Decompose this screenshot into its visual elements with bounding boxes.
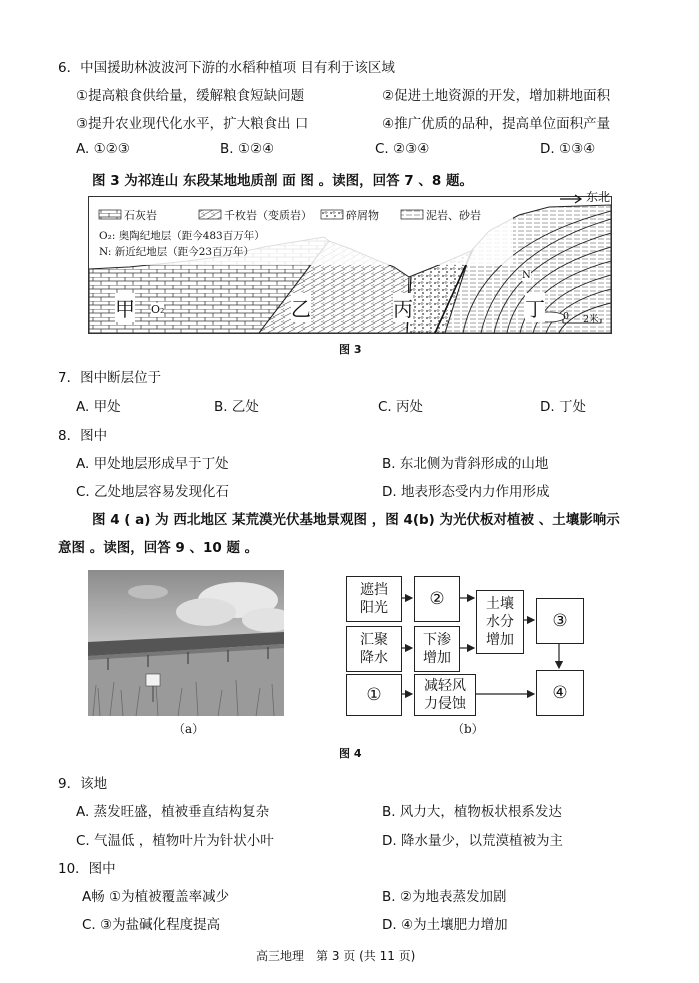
q6-choice-c: C. ②③④: [375, 141, 430, 157]
scale-length: 2米: [583, 314, 599, 325]
label-o2: O₂: [151, 303, 165, 316]
q8-choice-d: D. 地表形态受内力作用形成: [382, 484, 550, 500]
box-soil-text: 土壤水分增加: [486, 596, 514, 648]
figure-4-caption: 图 4: [339, 747, 362, 760]
pv-landscape-image: [88, 570, 284, 716]
q7-choice-c: C. 丙处: [378, 399, 424, 415]
intro-7-8: 图 3 为祁连山 东段某地地质剖 面 图 。读图，回答 7 、8 题。: [92, 173, 473, 189]
figure-4b-caption: （b）: [452, 722, 484, 736]
legend-mudstone: 泥岩、砂岩: [426, 209, 481, 222]
figure-4a-caption: （a）: [173, 722, 205, 736]
box-2-text: ②: [429, 589, 445, 609]
figure-4a-photo: [88, 570, 284, 716]
legend-swatch-limestone: [99, 210, 121, 219]
q6-stem: 6．中国援助林波波河下游的水稻种植项 目有利于该区域: [58, 60, 395, 76]
label-ding: 丁: [525, 293, 545, 322]
box-3-text: ③: [552, 611, 568, 631]
legend-o2-note: O₂: 奥陶纪地层（距今483百万年）: [99, 230, 265, 242]
q8-stem: 8．图中: [58, 428, 108, 444]
q8-choice-c: C. 乙处地层容易发现化石: [76, 484, 230, 500]
page-footer: 高三地理 第 3 页 (共 11 页): [256, 949, 416, 963]
scale-zero: 0: [563, 311, 570, 322]
q6-option-4: ④推广优质的品种，提高单位面积产量: [382, 116, 611, 132]
label-jia: 甲: [115, 293, 135, 322]
q10-choice-b: B. ②为地表蒸发加剧: [382, 889, 507, 905]
q6-option-3: ③提升农业现代化水平，扩大粮食出 口: [76, 116, 309, 132]
figure-4b-flowchart: [340, 570, 590, 720]
intro-9-10-line2: 意图 。读图，回答 9 、10 题 。: [58, 540, 259, 556]
q8-choice-a: A. 甲处地层形成早于丁处: [76, 456, 229, 472]
label-n: N: [522, 270, 531, 281]
q10-choice-c: C. ③为盐碱化程度提高: [82, 917, 221, 933]
flowchart-arrows: [340, 570, 590, 720]
figure-3-cross-section: [88, 196, 612, 334]
legend-swatch-phyllite: [199, 210, 221, 219]
intro-9-10-line1: 图 4 ( a) 为 西北地区 某荒漠光伏基地景观图 ，图 4(b) 为光伏板对植被 、土壤影响示: [92, 512, 620, 528]
figure-3-caption: 图 3: [339, 343, 362, 356]
legend-limestone: 石灰岩: [124, 209, 157, 222]
q6-choice-b: B. ①②④: [220, 141, 275, 157]
q9-stem: 9．该地: [58, 776, 108, 792]
box-gather-text: 汇聚降水: [360, 632, 388, 666]
q6-option-2: ②促进土地资源的开发，增加耕地面积: [382, 88, 611, 104]
legend-swatch-mudstone: [401, 210, 423, 219]
box-wind-text: 减轻风力侵蚀: [424, 678, 466, 712]
q7-choice-b: B. 乙处: [214, 399, 259, 415]
legend-n-note: N: 新近纪地层（距今23百万年）: [99, 246, 255, 258]
label-yi: 乙: [291, 293, 311, 322]
q10-choice-a: A畅 ①为植被覆盖率减少: [82, 889, 230, 905]
label-bing: 丙: [393, 293, 413, 322]
q6-choice-a: A. ①②③: [76, 141, 130, 157]
q10-choice-d: D. ④为土壤肥力增加: [382, 917, 508, 933]
q9-choice-a: A. 蒸发旺盛，植被垂直结构复杂: [76, 804, 270, 820]
northeast-arrow-icon: [560, 194, 584, 204]
box-seep-text: 下渗增加: [423, 632, 451, 666]
box-1-text: ①: [366, 685, 382, 705]
box-4-text: ④: [552, 683, 568, 703]
box-shade-text: 遮挡阳光: [360, 582, 388, 616]
q7-choice-d: D. 丁处: [540, 399, 586, 415]
q10-stem: 10．图中: [58, 861, 116, 877]
direction-label: 东北: [586, 190, 611, 204]
q9-choice-d: D. 降水量少，以荒漠植被为主: [382, 833, 563, 849]
q8-choice-b: B. 东北侧为背斜形成的山地: [382, 456, 549, 472]
q6-option-1: ①提高粮食供给量，缓解粮食短缺问题: [76, 88, 305, 104]
q7-stem: 7．图中断层位于: [58, 370, 162, 386]
q7-choice-a: A. 甲处: [76, 399, 121, 415]
legend-swatch-debris: [321, 210, 343, 219]
q9-choice-b: B. 风力大，植物板状根系发达: [382, 804, 562, 820]
q6-choice-d: D. ①③④: [540, 141, 596, 157]
legend-debris: 碎屑物: [346, 209, 379, 222]
q9-choice-c: C. 气温低 ，植物叶片为针状小叶: [76, 833, 274, 849]
legend-phyllite: 千枚岩（变质岩）: [224, 209, 312, 222]
